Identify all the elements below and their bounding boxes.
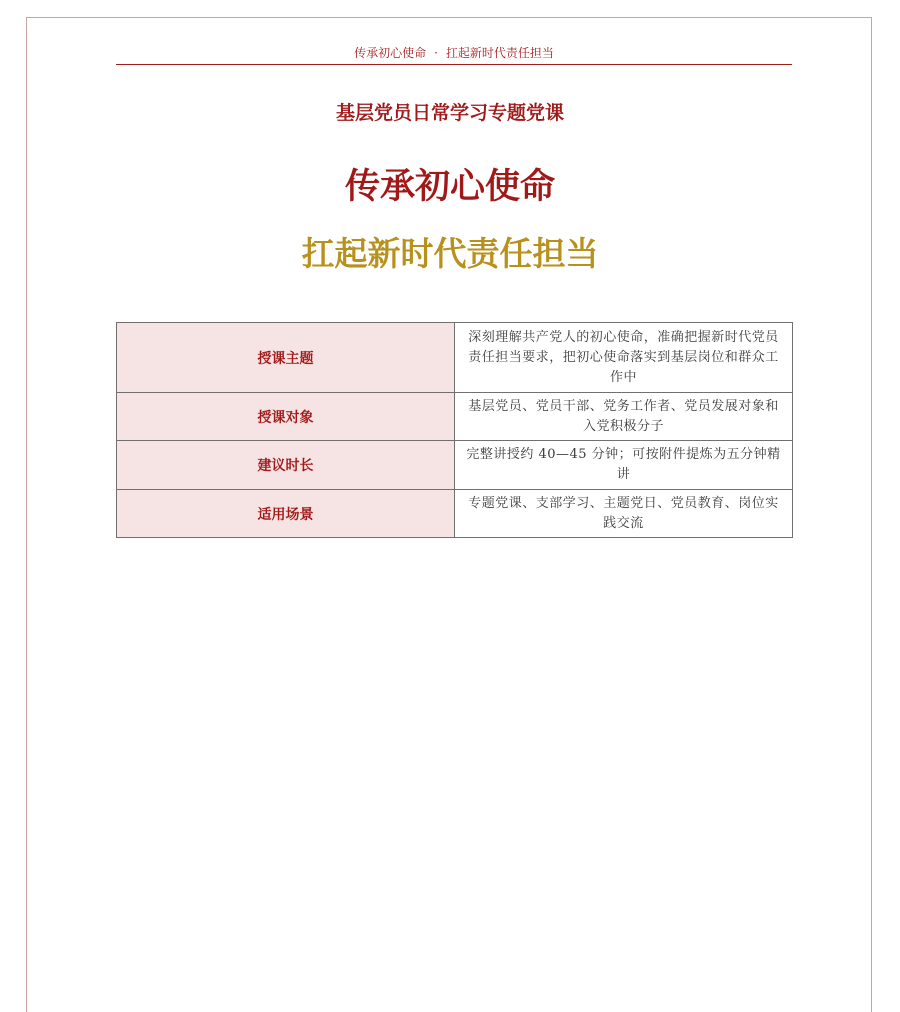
- row-value-audience: 基层党员、党员干部、党务工作者、党员发展对象和入党积极分子: [455, 393, 793, 441]
- row-value-topic: 深刻理解共产党人的初心使命，准确把握新时代党员责任担当要求，把初心使命落实到基层岗位和群众工作中: [455, 323, 793, 393]
- row-label-scenario: 适用场景: [117, 490, 455, 538]
- running-header: [116, 46, 792, 65]
- course-type-heading: 基层党员日常学习专题党课: [335, 102, 564, 124]
- running-header-right: 扛起新时代责任担当: [445, 46, 554, 60]
- row-label-duration: 建议时长: [117, 441, 455, 490]
- row-value-scenario: 专题党课、支部学习、主题党日、党员教育、岗位实践交流: [455, 490, 793, 538]
- running-header-left: 传承初心使命: [354, 46, 427, 60]
- main-title: 传承初心使命: [344, 167, 555, 207]
- table-row: [117, 393, 793, 441]
- sub-title: 扛起新时代责任担当: [301, 234, 599, 273]
- running-header-separator: ·: [434, 46, 438, 60]
- row-label-audience: 授课对象: [117, 393, 455, 441]
- table-row: [117, 323, 793, 393]
- table-row: [117, 441, 793, 490]
- table-row: [117, 490, 793, 538]
- row-label-topic: 授课主题: [117, 323, 455, 393]
- course-info-table: [116, 322, 793, 538]
- row-value-duration: 完整讲授约 40—45 分钟；可按附件提炼为五分钟精讲: [455, 441, 793, 490]
